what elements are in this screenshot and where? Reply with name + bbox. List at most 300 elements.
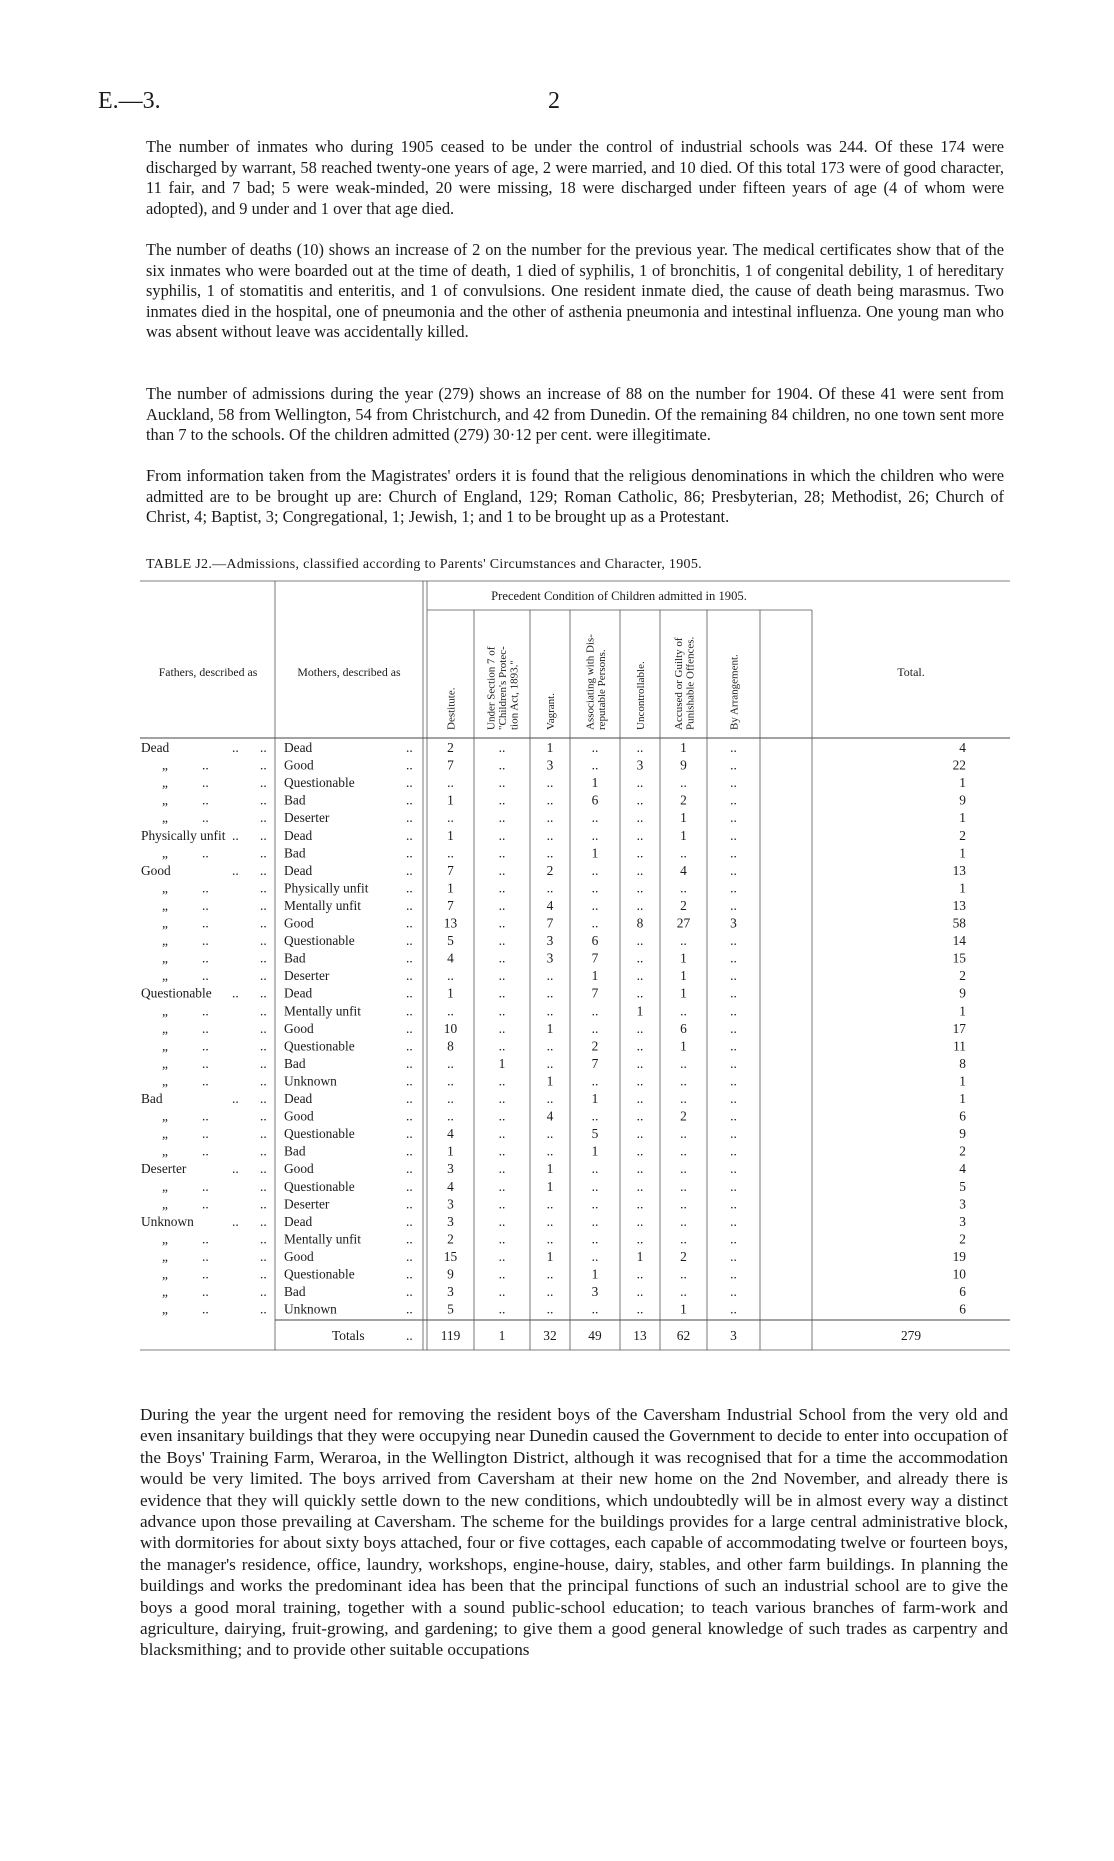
leader-dots: ..: [406, 1231, 413, 1247]
leader-dots: ..: [406, 827, 413, 843]
vertical-column-header: Uncontrollable.: [635, 661, 647, 730]
cell-value: 1: [680, 1301, 687, 1317]
cell-empty-dots: ..: [680, 880, 687, 896]
cell-empty-dots: ..: [730, 775, 737, 791]
cell-empty-dots: ..: [498, 792, 506, 808]
leader-dots: ..: [202, 1196, 209, 1212]
cell-empty-dots: ..: [680, 1143, 687, 1159]
cell-empty-dots: ..: [546, 1091, 554, 1106]
mother-description: Good: [284, 1020, 314, 1036]
cell-empty-dots: ..: [636, 827, 644, 843]
row-total: 6: [959, 1284, 966, 1300]
mother-description: Questionable: [284, 1178, 355, 1194]
leader-dots: ..: [260, 1091, 267, 1106]
cell-empty-dots: ..: [447, 1003, 454, 1019]
leader-dots: ..: [232, 985, 239, 1001]
cell-empty-dots: ..: [591, 810, 599, 826]
leader-dots: ..: [202, 845, 209, 861]
father-ditto-mark: „: [162, 1108, 168, 1124]
cell-value: 1: [680, 968, 687, 984]
leader-dots: ..: [260, 1284, 267, 1300]
cell-empty-dots: ..: [546, 1055, 554, 1071]
cell-value: 1: [591, 1143, 599, 1159]
cell-value: 3: [447, 1196, 454, 1212]
leader-dots: ..: [260, 1161, 267, 1177]
cell-value: 3: [636, 757, 644, 773]
fathers-column-header: Fathers, described as: [158, 665, 258, 679]
mother-description: Bad: [284, 845, 306, 861]
cell-value: 2: [591, 1038, 599, 1054]
cell-value: 3: [546, 950, 554, 966]
cell-empty-dots: ..: [636, 1143, 644, 1159]
cell-empty-dots: ..: [636, 1126, 644, 1142]
cell-value: 1: [546, 1248, 554, 1264]
leader-dots: ..: [260, 880, 267, 896]
cell-empty-dots: ..: [591, 915, 599, 931]
leader-dots: ..: [406, 1161, 413, 1177]
cell-empty-dots: ..: [591, 740, 599, 755]
leader-dots: ..: [202, 1266, 209, 1282]
father-ditto-mark: „: [162, 1143, 168, 1159]
cell-value: 1: [680, 810, 687, 826]
cell-empty-dots: ..: [591, 1178, 599, 1194]
leader-dots: ..: [202, 1248, 209, 1264]
mother-description: Dead: [284, 1213, 313, 1229]
mother-description: Good: [284, 915, 314, 931]
cell-value: 1: [680, 740, 687, 755]
cell-empty-dots: ..: [546, 1126, 554, 1142]
leader-dots: ..: [260, 985, 267, 1001]
cell-value: 5: [447, 933, 454, 949]
father-description: Unknown: [141, 1213, 194, 1229]
totals-label: Totals: [332, 1328, 365, 1343]
cell-empty-dots: ..: [591, 1108, 599, 1124]
father-ditto-mark: „: [162, 1284, 168, 1300]
cell-empty-dots: ..: [730, 1020, 737, 1036]
cell-empty-dots: ..: [546, 1038, 554, 1054]
leader-dots: ..: [260, 897, 267, 913]
cell-empty-dots: ..: [636, 862, 644, 878]
page-number: 2: [548, 88, 560, 114]
cell-empty-dots: ..: [636, 810, 644, 826]
cell-empty-dots: ..: [730, 1003, 737, 1019]
cell-empty-dots: ..: [498, 1126, 506, 1142]
cell-empty-dots: ..: [730, 1161, 737, 1177]
leader-dots: ..: [260, 1143, 267, 1159]
leader-dots: ..: [260, 1301, 267, 1317]
cell-value: 1: [636, 1003, 644, 1019]
mother-description: Questionable: [284, 1126, 355, 1142]
cell-empty-dots: ..: [730, 1143, 737, 1159]
leader-dots: ..: [406, 1126, 413, 1142]
row-total: 58: [952, 915, 966, 931]
cell-empty-dots: ..: [546, 968, 554, 984]
leader-dots: ..: [260, 968, 267, 984]
cell-empty-dots: ..: [498, 1038, 506, 1054]
cell-empty-dots: ..: [591, 1003, 599, 1019]
cell-value: 9: [447, 1266, 454, 1282]
cell-empty-dots: ..: [680, 845, 687, 861]
mother-description: Bad: [284, 950, 306, 966]
cell-empty-dots: ..: [546, 845, 554, 861]
leader-dots: ..: [260, 862, 267, 878]
row-total: 6: [959, 1108, 966, 1124]
cell-value: 1: [680, 950, 687, 966]
leader-dots: ..: [202, 933, 209, 949]
cell-empty-dots: ..: [730, 1091, 737, 1106]
leader-dots: ..: [260, 1213, 267, 1229]
cell-empty-dots: ..: [680, 933, 687, 949]
father-ditto-mark: „: [162, 915, 168, 931]
cell-empty-dots: ..: [546, 1003, 554, 1019]
leader-dots: ..: [260, 775, 267, 791]
leader-dots: ..: [406, 1073, 413, 1089]
mother-description: Unknown: [284, 1301, 337, 1317]
mother-description: Mentally unfit: [284, 1231, 361, 1247]
leader-dots: ..: [202, 775, 209, 791]
leader-dots: ..: [406, 915, 413, 931]
mother-description: Questionable: [284, 933, 355, 949]
row-total: 11: [953, 1038, 966, 1054]
cell-empty-dots: ..: [546, 1143, 554, 1159]
leader-dots: ..: [202, 880, 209, 896]
father-ditto-mark: „: [162, 1038, 168, 1054]
leader-dots: ..: [202, 968, 209, 984]
leader-dots: ..: [406, 1266, 413, 1282]
leader-dots: ..: [232, 827, 239, 843]
cell-value: 1: [546, 1020, 554, 1036]
cell-empty-dots: ..: [636, 1020, 644, 1036]
row-total: 14: [952, 933, 966, 949]
cell-value: 3: [447, 1284, 454, 1300]
leader-dots: ..: [406, 810, 413, 826]
cell-empty-dots: ..: [636, 933, 644, 949]
cell-value: 3: [447, 1213, 454, 1229]
vertical-column-header: Accused or Guilty of: [672, 637, 685, 730]
mother-description: Dead: [284, 862, 313, 878]
leader-dots: ..: [260, 1178, 267, 1194]
cell-value: 6: [591, 792, 599, 808]
mother-description: Good: [284, 757, 314, 773]
document-reference: E.—3.: [98, 88, 161, 114]
cell-empty-dots: ..: [730, 1213, 737, 1229]
cell-empty-dots: ..: [730, 1196, 737, 1212]
leader-dots: ..: [202, 792, 209, 808]
leader-dots: ..: [406, 968, 413, 984]
cell-empty-dots: ..: [730, 1055, 737, 1071]
cell-value: 3: [730, 915, 737, 931]
cell-empty-dots: ..: [730, 985, 737, 1001]
column-total: 119: [440, 1328, 461, 1343]
column-total: 1: [498, 1328, 506, 1343]
leader-dots: ..: [406, 897, 413, 913]
cell-value: 7: [447, 862, 454, 878]
cell-empty-dots: ..: [680, 1196, 687, 1212]
total-column-header: Total.: [897, 665, 925, 679]
leader-dots: ..: [260, 1248, 267, 1264]
cell-empty-dots: ..: [498, 897, 506, 913]
cell-empty-dots: ..: [591, 1231, 599, 1247]
cell-value: 1: [636, 1248, 644, 1264]
cell-empty-dots: ..: [730, 757, 737, 773]
cell-value: 4: [447, 950, 454, 966]
leader-dots: ..: [232, 1091, 239, 1106]
cell-empty-dots: ..: [730, 880, 737, 896]
cell-empty-dots: ..: [730, 827, 737, 843]
cell-empty-dots: ..: [730, 1266, 737, 1282]
row-total: 5: [959, 1178, 966, 1194]
leader-dots: ..: [406, 1213, 413, 1229]
leader-dots: ..: [260, 740, 267, 755]
leader-dots: ..: [202, 1108, 209, 1124]
cell-value: 1: [591, 845, 599, 861]
vertical-column-header: Punishable Offences.: [684, 636, 697, 730]
cell-empty-dots: ..: [498, 757, 506, 773]
cell-empty-dots: ..: [447, 968, 454, 984]
leader-dots: ..: [202, 1020, 209, 1036]
leader-dots: ..: [260, 1055, 267, 1071]
cell-empty-dots: ..: [730, 1178, 737, 1194]
leader-dots: ..: [406, 880, 413, 896]
cell-value: 8: [447, 1038, 454, 1054]
leader-dots: ..: [232, 1213, 239, 1229]
cell-empty-dots: ..: [680, 1284, 687, 1300]
cell-empty-dots: ..: [498, 1108, 506, 1124]
cell-value: 1: [591, 1266, 599, 1282]
mother-description: Unknown: [284, 1073, 337, 1089]
cell-empty-dots: ..: [546, 827, 554, 843]
father-ditto-mark: „: [162, 792, 168, 808]
leader-dots: ..: [202, 1301, 209, 1317]
cell-empty-dots: ..: [546, 792, 554, 808]
cell-empty-dots: ..: [498, 968, 506, 984]
paragraph-caversham: During the year the urgent need for removing the resident boys of the Caversham Industrial School from the very old and even insanitary buildings that they were occupying near Dunedin caused the Government to decide to enter into occupation of the Boys' Training Farm, Weraroa, in the Wellington District, although it was recognised that for a time the accommodation would be very limited. The boys arrived from Caversham at their new home on the 2nd November, and already there is evidence that they will quickly settle down to the new conditions, which undoubtedly will be in almost every way a distinct advance upon those prevailing at Caversham. The scheme for the buildings provides for a large central administrative block, with dormitories for about sixty boys attached, four or five cottages, each capable of accommodating twelve or fourteen boys, the manager's residence, office, laundry, workshops, engine-house, dairy, stables, and other farm buildings. In planning the buildings and works the predominant idea has been that the principal functions of such an industrial school are to give the boys a good moral training, together with a sound public-school education; to teach various branches of farm-work and agriculture, dairying, fruit-growing, and gardening; to give them a good general knowledge of such trades as carpentry and blacksmithing; and to provide other suitable occupations: [140, 1405, 1008, 1660]
father-ditto-mark: „: [162, 775, 168, 791]
cell-empty-dots: ..: [498, 915, 506, 931]
father-ditto-mark: „: [162, 1020, 168, 1036]
mother-description: Dead: [284, 740, 313, 755]
mother-description: Questionable: [284, 775, 355, 791]
leader-dots: ..: [260, 1038, 267, 1054]
row-total: 1: [959, 1003, 966, 1019]
cell-value: 1: [591, 968, 599, 984]
father-ditto-mark: „: [162, 1196, 168, 1212]
cell-empty-dots: ..: [730, 950, 737, 966]
cell-value: 7: [447, 897, 454, 913]
leader-dots: ..: [406, 757, 413, 773]
cell-empty-dots: ..: [498, 862, 506, 878]
vertical-column-header: By Arrangement.: [728, 654, 741, 730]
cell-empty-dots: ..: [730, 845, 737, 861]
cell-empty-dots: ..: [680, 1178, 687, 1194]
leader-dots: ..: [202, 1073, 209, 1089]
cell-value: 4: [546, 1108, 554, 1124]
leader-dots: ..: [202, 1038, 209, 1054]
father-description: Dead: [141, 740, 170, 755]
row-total: 1: [959, 880, 966, 896]
cell-empty-dots: ..: [680, 1231, 687, 1247]
father-description: Questionable: [141, 985, 212, 1001]
cell-value: 4: [447, 1178, 454, 1194]
cell-empty-dots: ..: [636, 1196, 644, 1212]
cell-empty-dots: ..: [636, 1231, 644, 1247]
leader-dots: ..: [260, 1266, 267, 1282]
cell-empty-dots: ..: [546, 1213, 554, 1229]
leader-dots: ..: [406, 950, 413, 966]
mother-description: Questionable: [284, 1038, 355, 1054]
row-total: 13: [952, 862, 966, 878]
father-ditto-mark: „: [162, 1231, 168, 1247]
father-ditto-mark: „: [162, 1073, 168, 1089]
leader-dots: ..: [406, 1143, 413, 1159]
row-total: 13: [952, 897, 966, 913]
father-ditto-mark: „: [162, 968, 168, 984]
vertical-column-header: Destitute.: [445, 687, 458, 730]
cell-empty-dots: ..: [546, 880, 554, 896]
cell-empty-dots: ..: [636, 1055, 644, 1071]
leader-dots: ..: [260, 1108, 267, 1124]
row-total: 8: [959, 1055, 966, 1071]
leader-dots: ..: [406, 1178, 413, 1194]
leader-dots: ..: [202, 915, 209, 931]
cell-value: 2: [680, 897, 687, 913]
cell-value: 3: [546, 757, 554, 773]
cell-empty-dots: ..: [546, 985, 554, 1001]
leader-dots: ..: [202, 1231, 209, 1247]
cell-empty-dots: ..: [730, 1126, 737, 1142]
cell-value: 1: [447, 880, 454, 896]
mother-description: Questionable: [284, 1266, 355, 1282]
father-ditto-mark: „: [162, 897, 168, 913]
cell-empty-dots: ..: [636, 968, 644, 984]
cell-value: 7: [591, 1055, 599, 1071]
cell-value: 7: [591, 985, 599, 1001]
table-caption: TABLE J2.—Admissions, classified according to Parents' Circumstances and Character, 1905.: [146, 557, 702, 572]
cell-value: 5: [591, 1126, 599, 1142]
mother-description: Bad: [284, 1143, 306, 1159]
mother-description: Dead: [284, 1091, 313, 1106]
leader-dots: ..: [260, 1020, 267, 1036]
cell-empty-dots: ..: [447, 1055, 454, 1071]
leader-dots: ..: [260, 827, 267, 843]
mothers-column-header: Mothers, described as: [297, 665, 401, 679]
cell-value: 1: [498, 1055, 506, 1071]
paragraph-inmates: The number of inmates who during 1905 ceased to be under the control of industrial schools was 244. Of these 174 were discharged by warrant, 58 reached twenty-one years of age, 2 were married, and 10 died. Of this total 173 were of good character, 11 fair, and 7 bad; 5 were weak-minded, 20 were missing, 18 were discharged under fifteen years of age (4 of whom were adopted), and 9 under and 1 over that age died.: [146, 137, 1004, 218]
father-ditto-mark: „: [162, 1003, 168, 1019]
father-description: Good: [141, 862, 171, 878]
leader-dots: ..: [406, 1003, 413, 1019]
cell-empty-dots: ..: [680, 775, 687, 791]
father-ditto-mark: „: [162, 880, 168, 896]
cell-empty-dots: ..: [636, 897, 644, 913]
cell-empty-dots: ..: [680, 1055, 687, 1071]
cell-empty-dots: ..: [730, 1231, 737, 1247]
row-total: 1: [959, 1091, 966, 1106]
cell-empty-dots: ..: [636, 1284, 644, 1300]
leader-dots: ..: [406, 845, 413, 861]
cell-value: 3: [591, 1284, 599, 1300]
cell-value: 27: [676, 915, 691, 931]
mother-description: Good: [284, 1108, 314, 1124]
row-total: 3: [959, 1196, 966, 1212]
mother-description: Mentally unfit: [284, 1003, 361, 1019]
cell-empty-dots: ..: [636, 1073, 644, 1089]
leader-dots: ..: [260, 810, 267, 826]
leader-dots: ..: [202, 810, 209, 826]
leader-dots: ..: [406, 740, 413, 755]
leader-dots: ..: [260, 1196, 267, 1212]
cell-empty-dots: ..: [636, 1178, 644, 1194]
cell-empty-dots: ..: [730, 1038, 737, 1054]
cell-empty-dots: ..: [498, 775, 506, 791]
cell-empty-dots: ..: [730, 740, 737, 755]
cell-empty-dots: ..: [730, 792, 737, 808]
cell-value: 1: [680, 985, 687, 1001]
row-total: 6: [959, 1301, 966, 1317]
cell-empty-dots: ..: [730, 810, 737, 826]
cell-value: 4: [680, 862, 687, 878]
row-total: 9: [959, 1126, 966, 1142]
cell-empty-dots: ..: [636, 1091, 644, 1106]
column-total: 62: [676, 1328, 691, 1343]
cell-empty-dots: ..: [447, 1108, 454, 1124]
cell-empty-dots: ..: [730, 1073, 737, 1089]
cell-value: 6: [680, 1020, 687, 1036]
row-total: 1: [959, 1073, 966, 1089]
father-description: Bad: [141, 1091, 163, 1106]
leader-dots: ..: [202, 757, 209, 773]
leader-dots: ..: [232, 862, 239, 878]
column-total: 32: [543, 1328, 557, 1343]
column-total: 13: [633, 1328, 647, 1343]
cell-empty-dots: ..: [680, 1073, 687, 1089]
row-total: 4: [959, 1161, 966, 1177]
cell-empty-dots: ..: [546, 1266, 554, 1282]
row-total: 10: [952, 1266, 966, 1282]
cell-empty-dots: ..: [591, 1248, 599, 1264]
leader-dots: ..: [406, 1020, 413, 1036]
cell-value: 9: [680, 757, 687, 773]
leader-dots: ..: [406, 1091, 413, 1106]
leader-dots: ..: [260, 1231, 267, 1247]
cell-empty-dots: ..: [680, 1213, 687, 1229]
cell-empty-dots: ..: [546, 1284, 554, 1300]
leader-dots: ..: [232, 1161, 239, 1177]
cell-empty-dots: ..: [730, 1248, 737, 1264]
leader-dots: ..: [406, 1301, 413, 1317]
cell-empty-dots: ..: [447, 775, 454, 791]
father-ditto-mark: „: [162, 1126, 168, 1142]
cell-empty-dots: ..: [591, 757, 599, 773]
leader-dots: ..: [406, 1055, 413, 1071]
leader-dots: ..: [406, 1328, 413, 1343]
leader-dots: ..: [202, 1178, 209, 1194]
cell-empty-dots: ..: [498, 1143, 506, 1159]
cell-empty-dots: ..: [591, 1161, 599, 1177]
vertical-column-header: Vagrant.: [545, 693, 557, 730]
cell-empty-dots: ..: [636, 1108, 644, 1124]
mother-description: Physically unfit: [284, 880, 369, 896]
cell-empty-dots: ..: [636, 1038, 644, 1054]
cell-value: 2: [680, 1108, 687, 1124]
father-ditto-mark: „: [162, 1248, 168, 1264]
cell-empty-dots: ..: [546, 1231, 554, 1247]
father-ditto-mark: „: [162, 757, 168, 773]
father-ditto-mark: „: [162, 950, 168, 966]
cell-empty-dots: ..: [498, 1178, 506, 1194]
leader-dots: ..: [202, 950, 209, 966]
cell-empty-dots: ..: [636, 880, 644, 896]
